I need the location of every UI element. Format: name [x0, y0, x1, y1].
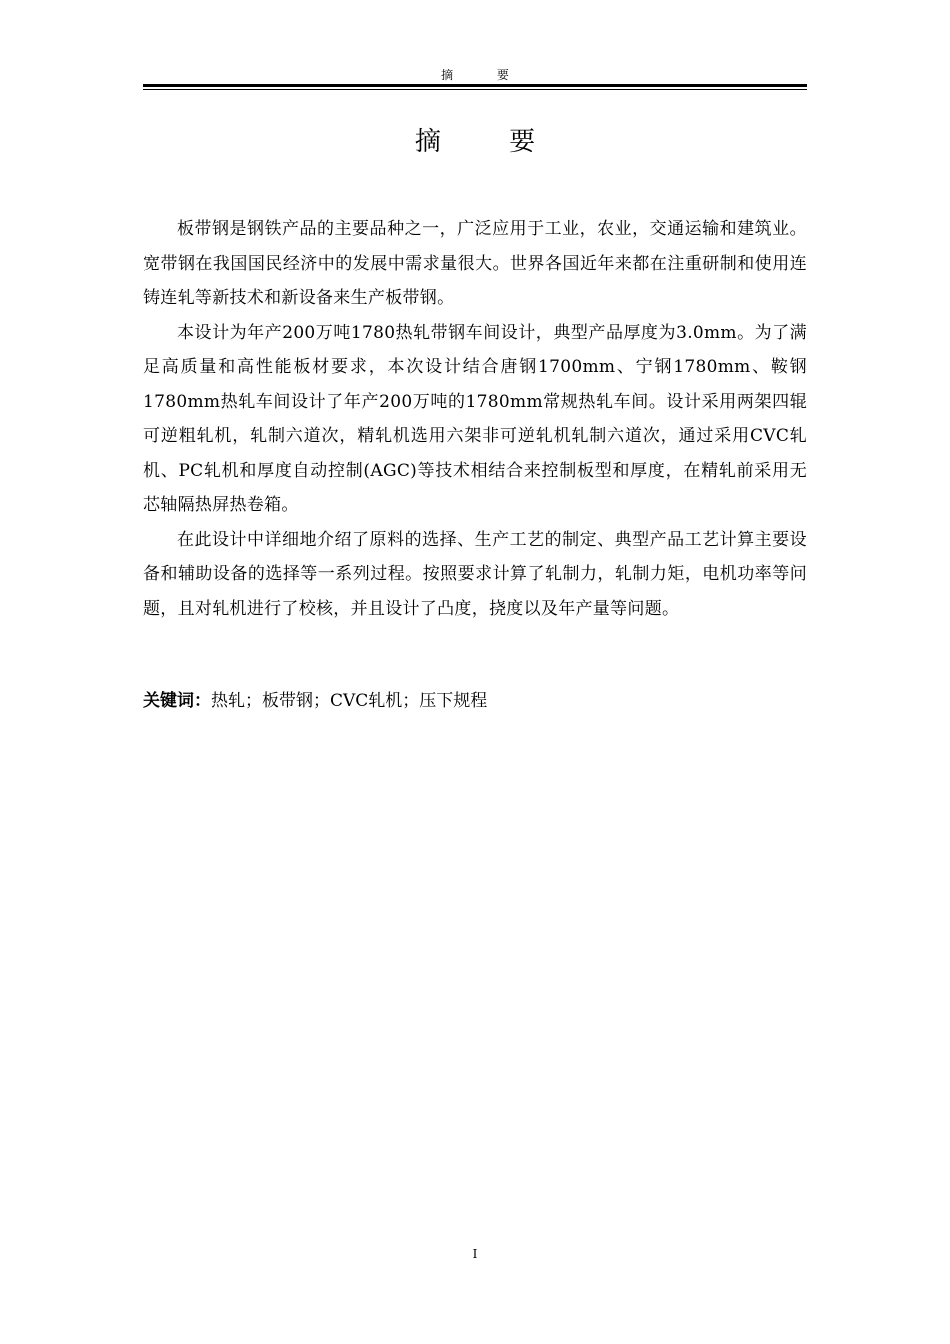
abstract-body — [143, 212, 807, 626]
abstract-paragraph-3: 在此设计中详细地介绍了原料的选择、生产工艺的制定、典型产品工艺计算主要设备和辅助设备的选择等一系列过程。按照要求计算了轧制力，轧制力矩，电机功率等问题，且对轧机进行了校核，并且设计了凸度，挠度以及年产量等问题。 — [143, 529, 807, 619]
page-number: I — [472, 1247, 478, 1261]
abstract-paragraph-1: 板带钢是钢铁产品的主要品种之一，广泛应用于工业，农业，交通运输和建筑业。宽带钢在我国国民经济中的发展中需求量很大。世界各国近年来都在注重研制和使用连铸连轧等新技术和新设备来生产板带钢。 — [143, 219, 807, 308]
page-title: 摘 要 — [414, 127, 566, 157]
header-rule-thick — [143, 84, 807, 87]
abstract-paragraph-2: 本设计为年产200万吨1780热轧带钢车间设计，典型产品厚度为3.0mm。为了满足高质量和高性能板材要求，本次设计结合唐钢1700mm、宁钢1780mm、鞍钢1780mm热轧车间设计了年产200万吨的1780mm常规热轧车间。设计采用两架四辊可逆粗轧机，轧制六道次，精轧机选用六架非可逆轧机轧制六道次，通过采用CVC轧机、PC轧机和厚度自动控制(AGC)等技术相结合来控制板型和厚度，在精轧前采用无芯轴隔热屏热卷箱。 — [143, 322, 807, 515]
running-header-title: 摘 要 — [441, 68, 529, 82]
header-rule-thin — [143, 89, 807, 90]
keywords-line — [143, 684, 807, 718]
keywords-label: 关键词： — [143, 691, 211, 711]
keywords-value: 热轧；板带钢；CVC轧机；压下规程 — [211, 691, 488, 711]
